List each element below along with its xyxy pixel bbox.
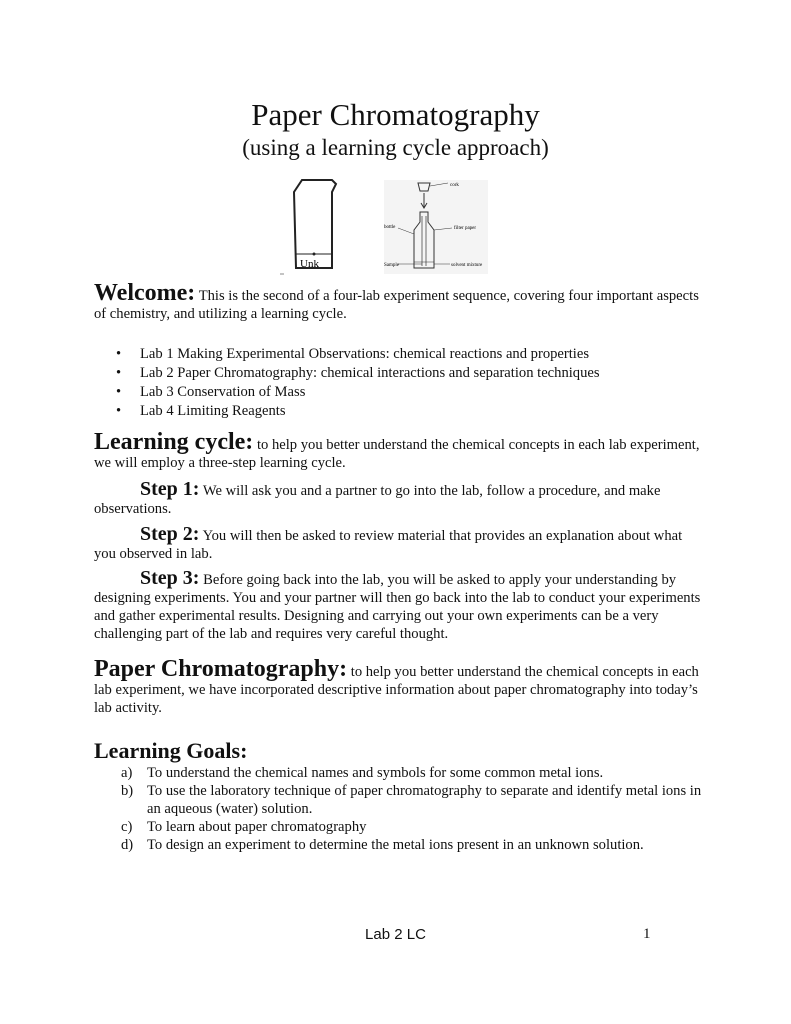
bottle-diagram-figure (384, 180, 488, 274)
learning-goals-heading: Learning Goals: (94, 738, 248, 763)
list-item (94, 818, 714, 836)
paper-strip-figure (280, 180, 336, 274)
list-marker: c) (121, 819, 133, 835)
welcome-heading: Welcome: (94, 280, 196, 306)
step-1-text: We will ask you and a partner to go into the lab, follow a procedure, and make observations. (94, 483, 661, 517)
step-2-text: You will then be asked to review material that provides an explanation about what you observed in lab. (94, 528, 683, 562)
page-title: Paper Chromatography (251, 97, 540, 132)
step-3-label: Step 3: (140, 567, 200, 589)
paper-chromatography-text: to help you better understand the chemical concepts in each lab experiment, we have incorporated descriptive information about paper chromatography into today’s lab activity. (94, 664, 699, 716)
paper-chromatography-paragraph (94, 656, 704, 717)
learning-cycle-heading: Learning cycle: (94, 429, 254, 455)
goal-text: To learn about paper chromatography (147, 819, 367, 835)
cork-label: cork (450, 183, 459, 188)
learning-cycle-text: to help you better understand the chemical concepts in each lab experiment, we will employ a three-step learning cycle. (94, 437, 700, 471)
list-item: • Lab 4 Limiting Reagents (94, 402, 600, 421)
figures (280, 178, 490, 278)
goal-text: To understand the chemical names and symbols for some common metal ions. (147, 765, 604, 781)
welcome-text: This is the second of a four-lab experiment sequence, covering four important aspects of chemistry, and utilizing a learning cycle. (94, 288, 699, 322)
step-3-paragraph (94, 569, 704, 643)
page-number: 1 (643, 926, 651, 942)
list-item: • Lab 1 Making Experimental Observations: chemical reactions and properties (94, 345, 600, 364)
footer-label: Lab 2 LC (365, 926, 426, 943)
goal-text: To design an experiment to determine the metal ions present in an unknown solution. (147, 837, 644, 853)
bottle-label: bottle (384, 225, 396, 230)
learning-goals-list (94, 764, 714, 854)
strip-label: Unk (300, 258, 319, 270)
welcome-paragraph (94, 280, 704, 323)
step-3-text: Before going back into the lab, you will be asked to apply your understanding by designing experiments. You and your partner will then go back into the lab to conduct your experiments and gather experimental results. Designing and carrying out your own experiments can be a very challenging part of the lab and requires very careful thought. (94, 572, 701, 642)
chromatography-figures (280, 178, 490, 278)
paper-chromatography-heading: Paper Chromatography: (94, 656, 348, 682)
list-item: • Lab 3 Conservation of Mass (94, 383, 600, 402)
solvent-label: solvent mixture (451, 263, 483, 268)
step-1-paragraph (94, 480, 704, 518)
learning-cycle-paragraph (94, 429, 704, 472)
list-item (94, 764, 714, 782)
sample-label: Sample (384, 263, 399, 268)
list-item: • Lab 2 Paper Chromatography: chemical interactions and separation techniques (94, 364, 600, 383)
lab-list (94, 345, 600, 421)
goal-text: To use the laboratory technique of paper chromatography to separate and identify metal ions in an aqueous (water) solution. (147, 783, 702, 817)
list-item (94, 836, 714, 854)
list-marker: a) (121, 765, 133, 781)
filter-paper-label: filter paper (454, 226, 477, 231)
step-2-label: Step 2: (140, 523, 200, 545)
list-marker: b) (121, 783, 134, 799)
list-marker: d) (121, 837, 134, 853)
step-2-paragraph (94, 525, 704, 563)
page-subtitle: (using a learning cycle approach) (242, 135, 549, 160)
list-item (94, 782, 714, 818)
step-1-label: Step 1: (140, 478, 200, 500)
